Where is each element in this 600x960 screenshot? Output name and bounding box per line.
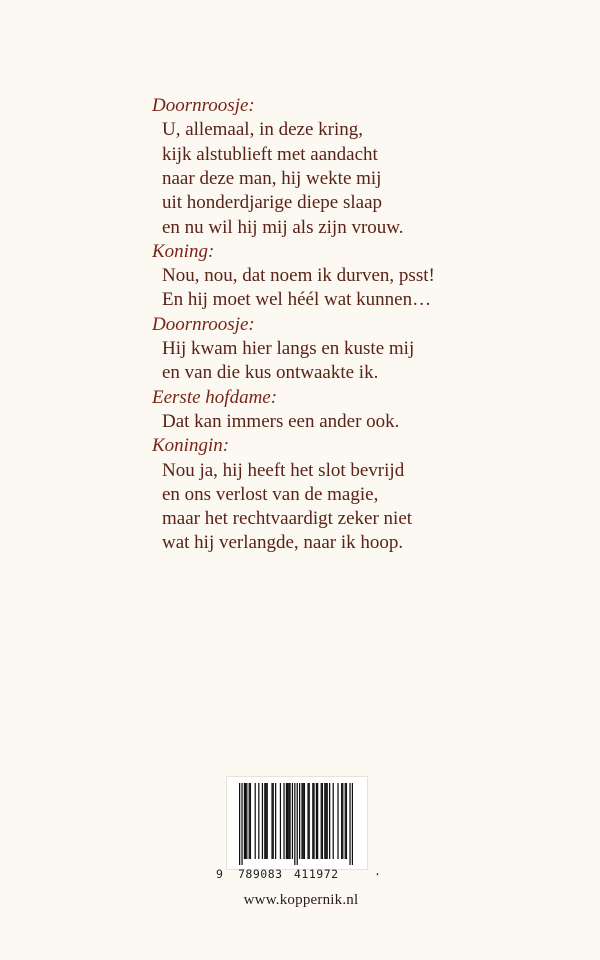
barcode-bar: [342, 783, 343, 859]
barcode-bar: [304, 783, 305, 859]
verse-line: En hij moet wel héél wat kunnen…: [162, 289, 432, 311]
barcode-bar: [239, 783, 240, 865]
barcode-bar: [345, 783, 346, 859]
barcode-bar: [333, 783, 334, 859]
barcode-bar: [258, 783, 259, 859]
barcode-bar: [241, 783, 242, 865]
barcode-bar: [313, 783, 314, 859]
barcode-bar: [299, 783, 300, 859]
publisher-website: www.koppernik.nl: [243, 892, 359, 908]
verse-line: en ons verlost van de magie,: [162, 483, 379, 505]
verse-line: U, allemaal, in deze kring,: [162, 119, 364, 141]
barcode-bar: [264, 783, 265, 859]
verse-line: Nou, nou, dat noem ik durven, psst!: [162, 265, 435, 287]
barcode-bar: [329, 783, 330, 859]
barcode-bar: [321, 783, 322, 859]
barcode-bar: [280, 783, 281, 859]
verse-line: Dat kan immers een ander ook.: [162, 410, 400, 432]
verse-line: en nu wil hij mij als zijn vrouw.: [162, 216, 404, 238]
barcode-bar: [249, 783, 250, 859]
barcode-bar: [327, 783, 328, 859]
barcode-bar: [250, 783, 251, 859]
speaker-name: Koningin:: [152, 435, 230, 457]
barcode-bar: [244, 783, 245, 859]
isbn-first-digit: 9: [216, 867, 224, 881]
barcode-bar: [283, 783, 284, 859]
barcode-icon: [239, 783, 353, 865]
barcode-bar: [267, 783, 268, 859]
verse-line: en van die kus ontwaakte ik.: [162, 362, 379, 384]
speaker-name: Doornroosje:: [152, 95, 255, 116]
barcode-bar: [275, 783, 276, 859]
verse-line: Hij kwam hier langs en kuste mij: [162, 338, 415, 359]
barcode-bar: [349, 783, 350, 865]
barcode-bar: [301, 783, 302, 859]
barcode-block: [216, 776, 386, 916]
barcode-bar: [346, 783, 347, 859]
barcode-bar: [271, 783, 272, 859]
isbn-number: [216, 866, 386, 886]
barcode-bar: [245, 783, 246, 859]
barcode-bar: [273, 783, 274, 859]
barcode-bar: [316, 783, 317, 859]
barcode-bar: [312, 783, 313, 859]
verse-line: naar deze man, hij wekte mij: [162, 167, 382, 189]
barcode-bar: [317, 783, 318, 859]
verse-line: uit honderdjarige diepe slaap: [162, 192, 383, 214]
barcode-bar: [288, 783, 289, 859]
speaker-name: Doornroosje:: [152, 313, 255, 335]
barcode-bar: [265, 783, 266, 859]
barcode-bar: [337, 783, 338, 859]
barcode-bar: [307, 783, 308, 859]
barcode-bar: [292, 783, 293, 859]
barcode-panel: [226, 776, 368, 870]
isbn-right-group: 411972: [294, 867, 339, 881]
barcode-bar: [297, 783, 298, 865]
barcode-bar: [322, 783, 323, 859]
barcode-bar: [341, 783, 342, 859]
verse-line: kijk alstublieft met aandacht: [162, 143, 378, 165]
barcode-bar: [246, 783, 247, 859]
isbn-trailing-mark: ·: [374, 867, 382, 881]
barcode-bar: [262, 783, 263, 859]
barcode-bar: [289, 783, 290, 859]
speaker-name: Koning:: [152, 240, 215, 262]
barcode-bar: [286, 783, 287, 859]
isbn-left-group: 789083: [238, 867, 283, 881]
barcode-bar: [352, 783, 353, 865]
verse-line: Nou ja, hij heeft het slot bevrijd: [162, 459, 405, 481]
speaker-name: Eerste hofdame:: [152, 386, 278, 408]
barcode-bar: [309, 783, 310, 859]
verse-line: maar het rechtvaardigt zeker niet: [162, 508, 413, 530]
verse-line: wat hij verlangde, naar ik hoop.: [162, 532, 404, 554]
barcode-bar: [324, 783, 325, 859]
barcode-bar: [287, 783, 288, 859]
barcode-bar: [303, 783, 304, 859]
barcode-bar: [325, 783, 326, 859]
barcode-bar: [294, 783, 295, 865]
barcode-bar: [255, 783, 256, 859]
